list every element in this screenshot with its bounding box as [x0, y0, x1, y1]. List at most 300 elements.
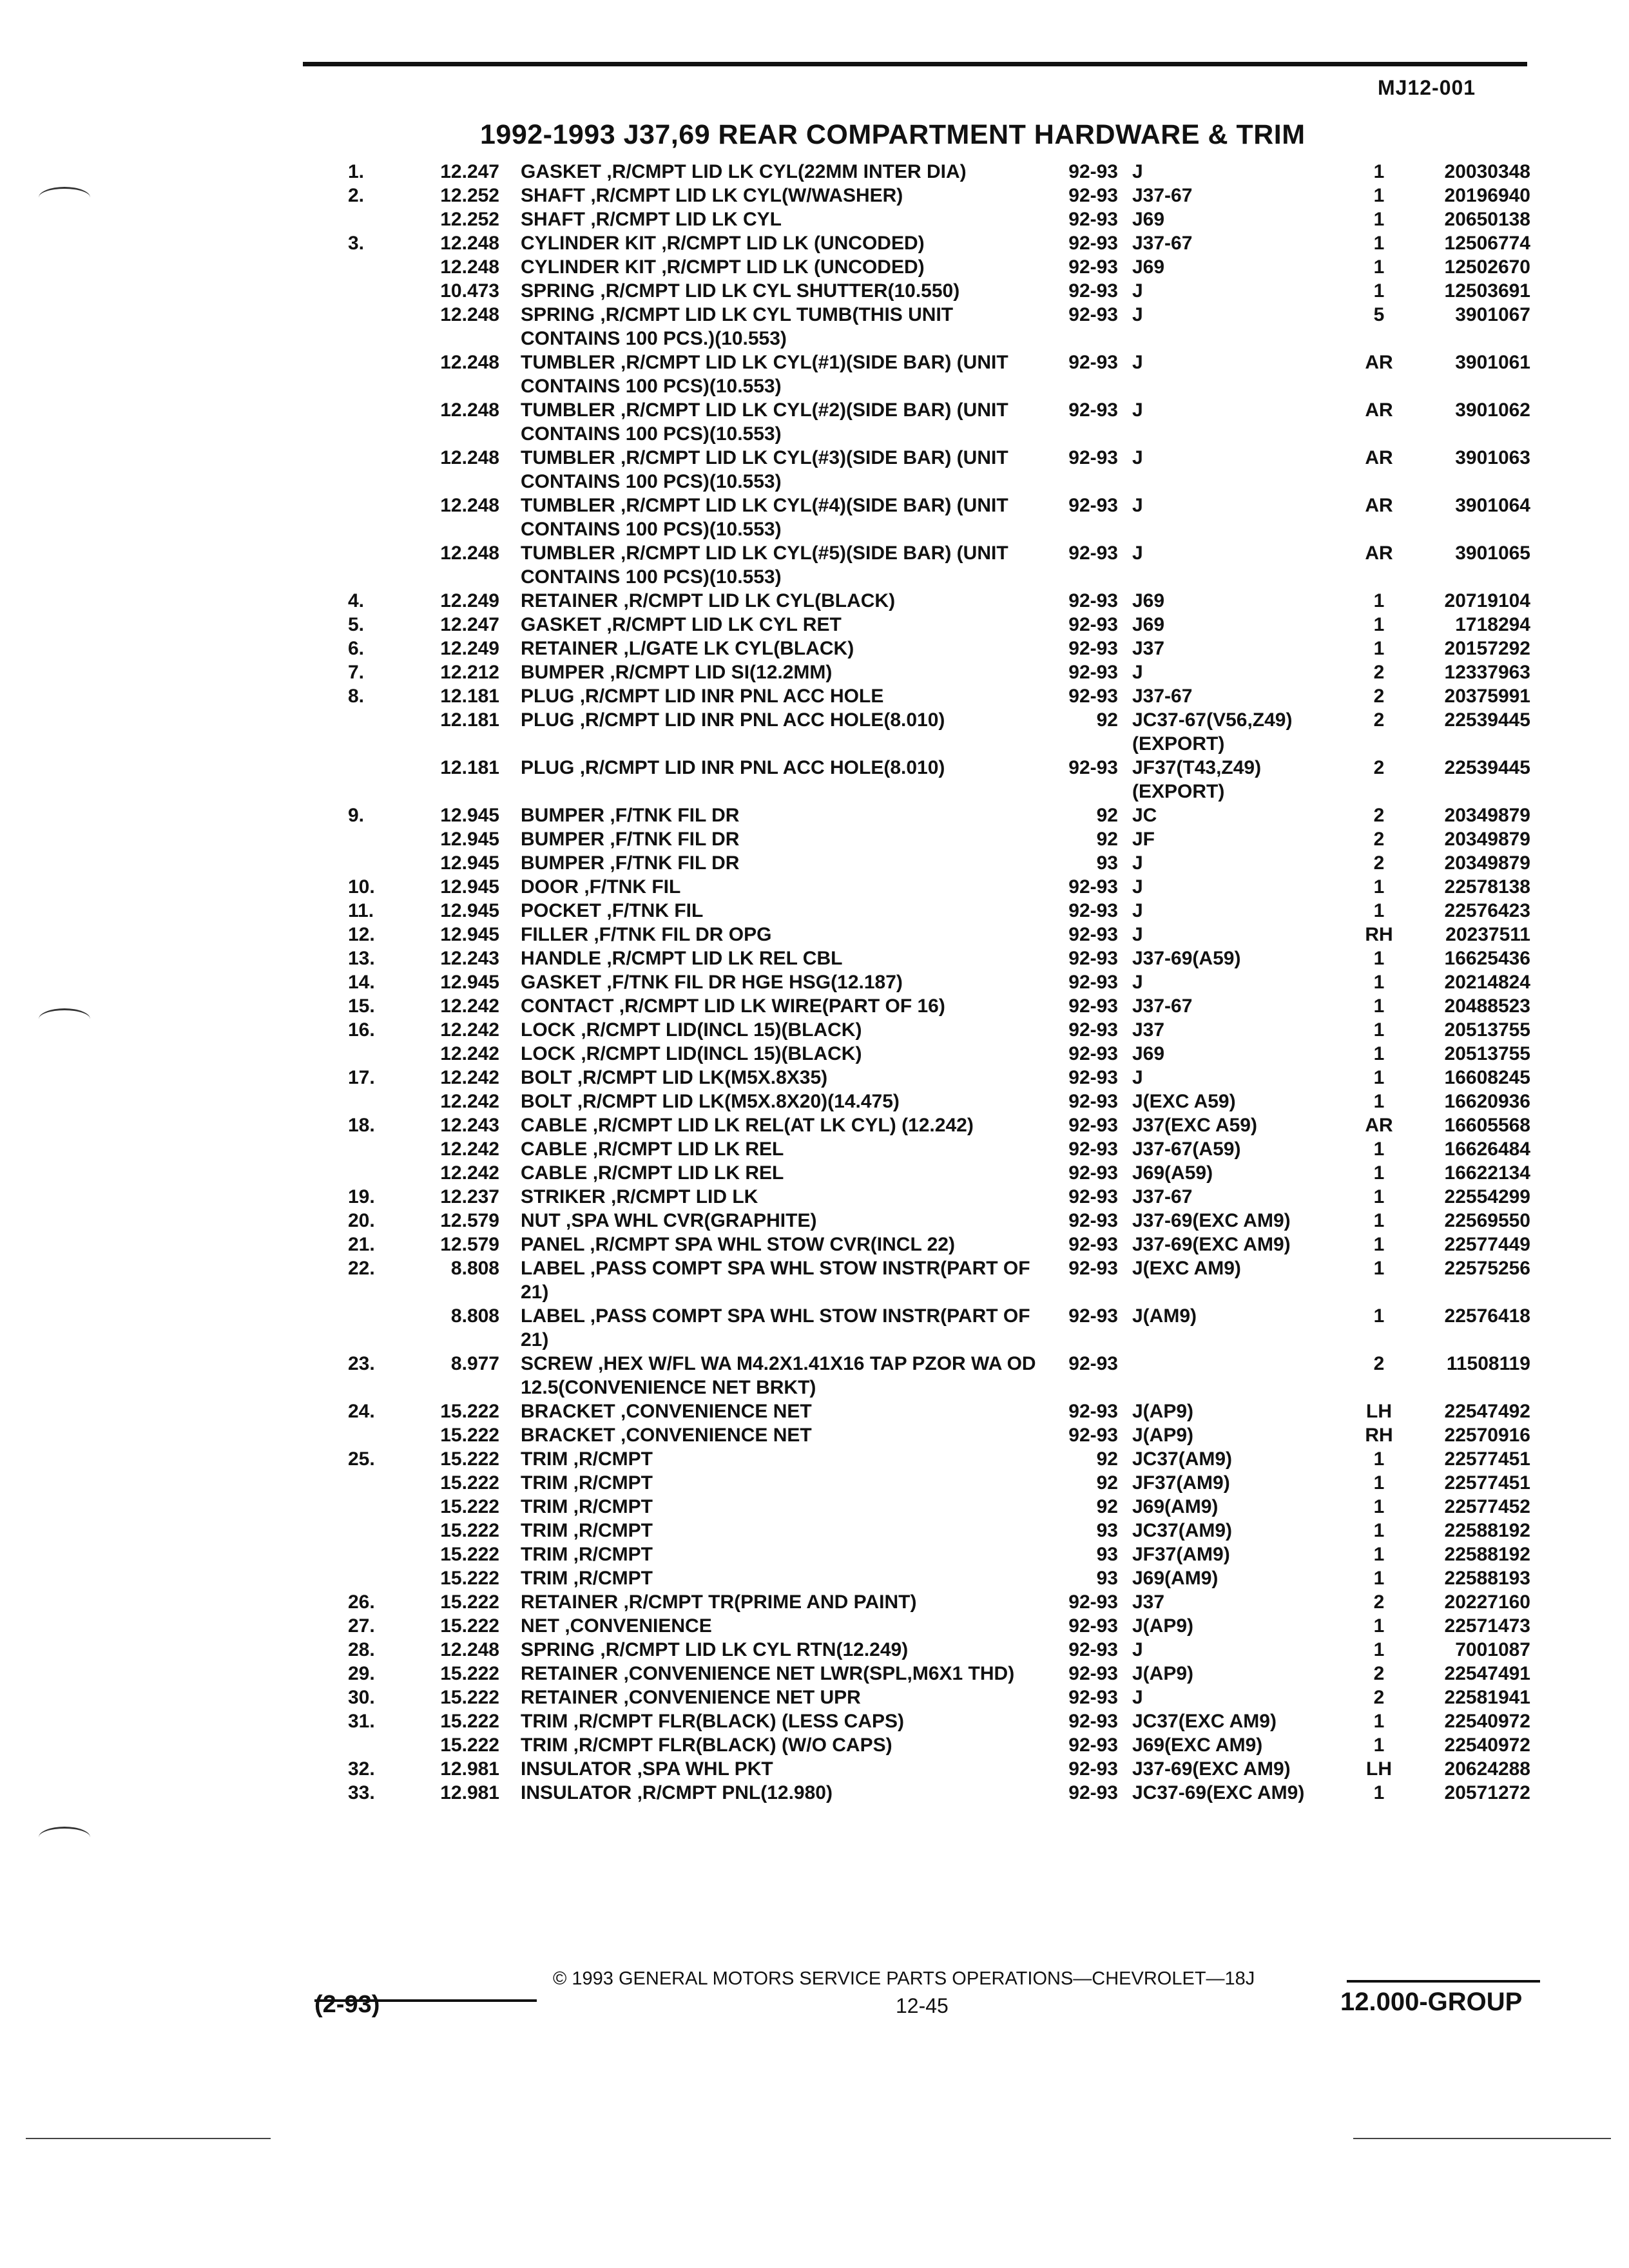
- part-name: SPRING: [521, 304, 595, 325]
- part-description: [521, 160, 1036, 184]
- model-year: 92-93: [1068, 233, 1118, 254]
- group-number: 15.222: [440, 1520, 499, 1541]
- parts-row: [0, 279, 1629, 303]
- model-code: JF37(AM9): [1132, 1472, 1230, 1494]
- parts-row: [0, 1352, 1629, 1399]
- part-description: [521, 1018, 1036, 1042]
- part-name: POCKET: [521, 900, 602, 921]
- part-name: FILLER: [521, 924, 588, 945]
- parts-row: [0, 541, 1629, 589]
- part-detail: ,R/CMPT LID LK CYL RTN(12.249): [600, 1639, 909, 1660]
- part-description: [521, 947, 1036, 970]
- part-detail: ,F/TNK FIL DR: [610, 852, 740, 874]
- part-number: 20349879: [1444, 805, 1530, 826]
- part-description: [521, 1471, 1036, 1495]
- part-name: RETAINER: [521, 1663, 619, 1684]
- quantity: AR: [1365, 495, 1393, 516]
- part-name: GASKET: [521, 614, 602, 635]
- parts-row: [0, 1233, 1629, 1256]
- model-year: 92-93: [1068, 757, 1118, 778]
- group-number: 15.222: [440, 1448, 499, 1470]
- model-code: JF: [1132, 829, 1155, 850]
- model-code: J69(EXC AM9): [1132, 1735, 1263, 1756]
- group-number: 12.242: [440, 995, 499, 1017]
- part-detail: ,R/CMPT LID LK(M5X.8X20)(14.475): [577, 1091, 900, 1112]
- model-code: J: [1132, 900, 1143, 921]
- group-number: 12.248: [440, 233, 499, 254]
- part-description: [521, 1399, 1036, 1423]
- parts-row: [0, 207, 1629, 231]
- quantity: 1: [1373, 948, 1385, 969]
- part-description: [521, 1233, 1036, 1256]
- model-year: 92-93: [1068, 900, 1118, 921]
- part-detail: ,R/CMPT LID LK CYL(W/WASHER): [590, 185, 903, 206]
- ref-number: 14.: [348, 972, 375, 993]
- part-description: [521, 541, 1036, 589]
- quantity: 1: [1373, 1210, 1385, 1231]
- model-code: J69: [1132, 590, 1165, 611]
- part-number: 16608245: [1444, 1067, 1530, 1088]
- part-name: BUMPER: [521, 829, 605, 850]
- part-number: 22540972: [1444, 1711, 1530, 1732]
- group-number: 12.981: [440, 1758, 499, 1780]
- part-name: TRIM: [521, 1472, 568, 1494]
- part-number: 20227160: [1444, 1591, 1530, 1613]
- parts-row: [0, 351, 1629, 398]
- model-year: 93: [1096, 1568, 1118, 1589]
- part-number: 22569550: [1444, 1210, 1530, 1231]
- model-year: 92-93: [1068, 399, 1118, 421]
- group-number: 12.945: [440, 852, 499, 874]
- model-code: J69: [1132, 209, 1165, 230]
- quantity: 1: [1373, 1186, 1385, 1207]
- quantity: 1: [1373, 590, 1385, 611]
- quantity: AR: [1365, 399, 1393, 421]
- model-year: 92-93: [1068, 662, 1118, 683]
- part-number: 20513755: [1444, 1019, 1530, 1041]
- parts-row: [0, 1042, 1629, 1066]
- quantity: 2: [1373, 829, 1385, 850]
- model-year: 92-93: [1068, 1615, 1118, 1637]
- part-name: PLUG: [521, 757, 575, 778]
- parts-row: [0, 1686, 1629, 1709]
- quantity: 2: [1373, 686, 1385, 707]
- group-number: 15.222: [440, 1711, 499, 1732]
- ref-number: 20.: [348, 1210, 375, 1231]
- ref-number: 7.: [348, 662, 365, 683]
- group-number: 12.248: [440, 256, 499, 278]
- part-description: [521, 398, 1036, 446]
- quantity: 2: [1373, 852, 1385, 874]
- model-code: J(EXC A59): [1132, 1091, 1236, 1112]
- quantity: 1: [1373, 614, 1385, 635]
- part-description: [521, 875, 1036, 899]
- model-code: J: [1132, 399, 1143, 421]
- model-code: J: [1132, 543, 1143, 564]
- model-year: 92-93: [1068, 1639, 1118, 1660]
- model-year: 92-93: [1068, 1139, 1118, 1160]
- part-description: [521, 494, 1036, 541]
- group-number: 12.945: [440, 972, 499, 993]
- model-year: 92-93: [1068, 948, 1118, 969]
- quantity: 1: [1373, 876, 1385, 898]
- group-number: 12.243: [440, 948, 499, 969]
- part-name: BRACKET: [521, 1425, 615, 1446]
- model-year: 92-93: [1068, 1162, 1118, 1184]
- quantity: 1: [1373, 1735, 1385, 1756]
- quantity: 1: [1373, 1639, 1385, 1660]
- part-detail: ,PASS COMPT SPA WHL STOW INSTR(PART OF 21): [521, 1258, 1030, 1303]
- quantity: 2: [1373, 662, 1385, 683]
- issue-date: (2-93): [314, 1991, 380, 2018]
- model-code: J37-69(EXC AM9): [1132, 1758, 1291, 1780]
- parts-row: [0, 684, 1629, 708]
- part-detail: ,R/CMPT LID LK CYL TUMB(THIS UNIT CONTAINS 100 PCS.)(10.553): [521, 304, 954, 349]
- parts-row: [0, 899, 1629, 923]
- part-detail: ,HEX W/FL WA M4.2X1.41X16 TAP PZOR WA OD 12.5(CONVENIENCE NET BRKT): [521, 1353, 1036, 1398]
- group-number: 15.222: [440, 1591, 499, 1613]
- quantity: 2: [1373, 1353, 1385, 1374]
- part-detail: ,R/CMPT LID LK(M5X.8X35): [577, 1067, 828, 1088]
- group-number: 15.222: [440, 1568, 499, 1589]
- parts-row: [0, 1090, 1629, 1113]
- part-number: 20237511: [1445, 924, 1530, 945]
- model-code: JC: [1132, 805, 1157, 826]
- parts-row: [0, 1304, 1629, 1352]
- part-name: LOCK: [521, 1019, 575, 1041]
- model-code: J37: [1132, 1019, 1165, 1041]
- part-number: 16626484: [1444, 1139, 1530, 1160]
- quantity: 1: [1373, 161, 1385, 182]
- quantity: 1: [1373, 972, 1385, 993]
- part-name: TRIM: [521, 1568, 568, 1589]
- model-code: J(AP9): [1132, 1615, 1194, 1637]
- group-number: 12.242: [440, 1019, 499, 1041]
- part-detail: ,R/CMPT LID LK CYL(#4)(SIDE BAR) (UNIT CONTAINS 100 PCS)(10.553): [521, 495, 1008, 540]
- part-detail: ,CONVENIENCE NET LWR(SPL,M6X1 THD): [623, 1663, 1015, 1684]
- parts-row: [0, 1638, 1629, 1662]
- model-year: 92-93: [1068, 1234, 1118, 1255]
- part-name: TUMBLER: [521, 352, 615, 373]
- ref-number: 19.: [348, 1186, 375, 1207]
- part-name: TRIM: [521, 1496, 568, 1517]
- group-number: 12.181: [440, 686, 499, 707]
- parts-row: [0, 1066, 1629, 1090]
- part-number: 22547491: [1444, 1663, 1530, 1684]
- part-detail: ,F/TNK FIL DR OPG: [593, 924, 772, 945]
- part-number: 22578138: [1444, 876, 1530, 898]
- parts-row: [0, 1423, 1629, 1447]
- group-number: 12.579: [440, 1234, 499, 1255]
- part-name: BRACKET: [521, 1401, 615, 1422]
- model-year: 92-93: [1068, 1401, 1118, 1422]
- model-code: J: [1132, 852, 1143, 874]
- parts-row: [0, 1161, 1629, 1185]
- model-code: J: [1132, 1639, 1143, 1660]
- part-name: TUMBLER: [521, 543, 615, 564]
- part-detail: ,R/CMPT: [573, 1544, 653, 1565]
- group-number: 15.222: [440, 1496, 499, 1517]
- group-number: 12.242: [440, 1091, 499, 1112]
- part-number: 22554299: [1444, 1186, 1530, 1207]
- quantity: 1: [1373, 1711, 1385, 1732]
- quantity: 1: [1373, 233, 1385, 254]
- model-year: 92-93: [1068, 1043, 1118, 1064]
- part-name: TRIM: [521, 1520, 568, 1541]
- model-year: 92: [1096, 1496, 1118, 1517]
- group-number: 15.222: [440, 1472, 499, 1494]
- model-year: 92-93: [1068, 590, 1118, 611]
- part-number: 22588192: [1444, 1520, 1530, 1541]
- parts-row: [0, 446, 1629, 494]
- group-number: 15.222: [440, 1735, 499, 1756]
- part-name: HANDLE: [521, 948, 601, 969]
- quantity: 1: [1373, 1258, 1385, 1279]
- part-description: [521, 899, 1036, 923]
- model-code: J: [1132, 280, 1143, 302]
- parts-row: [0, 589, 1629, 613]
- group-number: 12.249: [440, 638, 499, 659]
- part-detail: ,R/CMPT LID LK CYL(22MM INTER DIA): [606, 161, 967, 182]
- model-year: 92-93: [1068, 1711, 1118, 1732]
- part-detail: ,R/CMPT LID LK REL: [592, 1139, 784, 1160]
- part-detail: ,F/TNK FIL DR HGE HSG(12.187): [606, 972, 903, 993]
- model-code: JF37(T43,Z49) (EXPORT): [1132, 757, 1262, 802]
- group-number: 12.248: [440, 1639, 499, 1660]
- ref-number: 23.: [348, 1353, 375, 1374]
- ref-number: 4.: [348, 590, 365, 611]
- part-number: 3901064: [1455, 495, 1530, 516]
- model-code: J(EXC AM9): [1132, 1258, 1241, 1279]
- ref-number: 2.: [348, 185, 365, 206]
- part-number: 22540972: [1444, 1735, 1530, 1756]
- part-number: 22588192: [1444, 1544, 1530, 1565]
- part-name: PLUG: [521, 686, 575, 707]
- part-detail: ,R/CMPT LID LK CYL: [590, 209, 782, 230]
- part-name: SHAFT: [521, 209, 585, 230]
- group-number: 12.945: [440, 924, 499, 945]
- model-code: J37-67: [1132, 686, 1193, 707]
- quantity: 2: [1373, 805, 1385, 826]
- model-year: 92-93: [1068, 1758, 1118, 1780]
- part-name: GASKET: [521, 161, 602, 182]
- part-detail: ,R/CMPT LID LK CYL(#3)(SIDE BAR) (UNIT CONTAINS 100 PCS)(10.553): [521, 447, 1008, 492]
- part-name: DOOR: [521, 876, 579, 898]
- ref-number: 27.: [348, 1615, 375, 1637]
- model-code: J69(A59): [1132, 1162, 1213, 1184]
- quantity: 2: [1373, 1591, 1385, 1613]
- part-number: 22539445: [1444, 757, 1530, 778]
- part-number: 22576418: [1444, 1305, 1530, 1327]
- part-detail: ,R/CMPT LID LK: [611, 1186, 758, 1207]
- part-number: 22539445: [1444, 709, 1530, 731]
- parts-row: [0, 1137, 1629, 1161]
- part-description: [521, 1686, 1036, 1709]
- part-description: [521, 1209, 1036, 1233]
- quantity: 1: [1373, 638, 1385, 659]
- quantity: 1: [1373, 1448, 1385, 1470]
- parts-row: [0, 1542, 1629, 1566]
- model-code: J(AM9): [1132, 1305, 1197, 1327]
- part-name: PANEL: [521, 1234, 584, 1255]
- part-description: [521, 1757, 1036, 1781]
- part-name: SHAFT: [521, 185, 585, 206]
- part-description: [521, 351, 1036, 398]
- quantity: 1: [1373, 1162, 1385, 1184]
- scan-artifact-line: [26, 2138, 271, 2139]
- parts-row: [0, 660, 1629, 684]
- part-detail: ,CONVENIENCE NET: [621, 1425, 812, 1446]
- quantity: 1: [1373, 1615, 1385, 1637]
- model-year: 92-93: [1068, 1091, 1118, 1112]
- part-description: [521, 1590, 1036, 1614]
- part-number: 20719104: [1444, 590, 1530, 611]
- quantity: 2: [1373, 1687, 1385, 1708]
- part-detail: ,R/CMPT LID LK CYL(#2)(SIDE BAR) (UNIT CONTAINS 100 PCS)(10.553): [521, 399, 1008, 445]
- part-number: 20571272: [1444, 1782, 1530, 1803]
- parts-row: [0, 1018, 1629, 1042]
- quantity: 1: [1373, 1568, 1385, 1589]
- group-number: 12.243: [440, 1115, 499, 1136]
- part-number: 20624288: [1444, 1758, 1530, 1780]
- group-number: 12.248: [440, 399, 499, 421]
- part-description: [521, 660, 1036, 684]
- part-description: [521, 613, 1036, 637]
- model-year: 92-93: [1068, 995, 1118, 1017]
- part-description: [521, 851, 1036, 875]
- part-detail: ,R/CMPT LID LK CYL SHUTTER(10.550): [600, 280, 960, 302]
- part-detail: ,R/CMPT FLR(BLACK) (LESS CAPS): [573, 1711, 904, 1732]
- quantity: 1: [1373, 900, 1385, 921]
- model-year: 92: [1096, 829, 1118, 850]
- quantity: 1: [1373, 1472, 1385, 1494]
- model-code: J69: [1132, 614, 1165, 635]
- part-number: 3901061: [1455, 352, 1530, 373]
- model-code: J: [1132, 1067, 1143, 1088]
- part-description: [521, 207, 1036, 231]
- quantity: LH: [1366, 1758, 1392, 1780]
- part-detail: ,R/CMPT LID LK REL: [592, 1162, 784, 1184]
- parts-row: [0, 1399, 1629, 1423]
- group-number: 15.222: [440, 1401, 499, 1422]
- model-code: J: [1132, 924, 1143, 945]
- ref-number: 21.: [348, 1234, 375, 1255]
- quantity: 1: [1373, 280, 1385, 302]
- part-number: 22575256: [1444, 1258, 1530, 1279]
- ref-number: 32.: [348, 1758, 375, 1780]
- group-number: 12.242: [440, 1067, 499, 1088]
- parts-row: [0, 1519, 1629, 1542]
- ref-number: 11.: [348, 900, 374, 921]
- part-number: 16605568: [1444, 1115, 1530, 1136]
- part-detail: ,R/CMPT LID(INCL 15)(BLACK): [581, 1019, 862, 1041]
- group-number: 15.222: [440, 1425, 499, 1446]
- part-name: NUT: [521, 1210, 561, 1231]
- part-detail: ,R/CMPT LID LK (UNCODED): [661, 256, 925, 278]
- part-number: 16625436: [1444, 948, 1530, 969]
- quantity: 2: [1373, 757, 1385, 778]
- quantity: 1: [1373, 1520, 1385, 1541]
- part-description: [521, 1709, 1036, 1733]
- quantity: 5: [1373, 304, 1385, 325]
- part-description: [521, 1185, 1036, 1209]
- page-number: 12-45: [896, 1994, 949, 2017]
- part-name: CONTACT: [521, 995, 614, 1017]
- part-detail: ,R/CMPT: [573, 1472, 653, 1494]
- quantity: 1: [1373, 1496, 1385, 1517]
- quantity: 1: [1373, 1782, 1385, 1803]
- document-code: MJ12-001: [1378, 76, 1476, 99]
- model-year: 92: [1096, 805, 1118, 826]
- part-number: 20030348: [1444, 161, 1530, 182]
- part-detail: ,R/CMPT LID LK CYL(BLACK): [623, 590, 896, 611]
- part-number: 12503691: [1444, 280, 1530, 302]
- part-description: [521, 994, 1036, 1018]
- quantity: 2: [1373, 1663, 1385, 1684]
- part-description: [521, 446, 1036, 494]
- model-year: 92: [1096, 709, 1118, 731]
- part-number: 12502670: [1444, 256, 1530, 278]
- part-description: [521, 1352, 1036, 1399]
- part-name: RETAINER: [521, 638, 619, 659]
- group-number: 12.247: [440, 614, 499, 635]
- group-number: 12.237: [440, 1186, 499, 1207]
- part-detail: ,R/CMPT: [573, 1448, 653, 1470]
- group-number: 12.945: [440, 805, 499, 826]
- group-number: 12.945: [440, 829, 499, 850]
- part-name: CYLINDER KIT: [521, 256, 656, 278]
- model-year: 92-93: [1068, 1782, 1118, 1803]
- part-name: RETAINER: [521, 1687, 619, 1708]
- parts-row: [0, 160, 1629, 184]
- part-name: TRIM: [521, 1735, 568, 1756]
- group-number: 10.473: [440, 280, 499, 302]
- parts-row: [0, 255, 1629, 279]
- part-detail: ,F/TNK FIL DR: [610, 805, 740, 826]
- model-code: J37-69(EXC AM9): [1132, 1210, 1291, 1231]
- part-number: 16622134: [1444, 1162, 1530, 1184]
- ref-number: 24.: [348, 1401, 375, 1422]
- part-detail: ,R/CMPT PNL(12.980): [637, 1782, 833, 1803]
- ref-number: 33.: [348, 1782, 375, 1803]
- part-description: [521, 1042, 1036, 1066]
- part-name: TUMBLER: [521, 399, 615, 421]
- part-number: 16620936: [1444, 1091, 1530, 1112]
- ref-number: 16.: [348, 1019, 375, 1041]
- parts-row: [0, 970, 1629, 994]
- quantity: 1: [1373, 1544, 1385, 1565]
- model-code: JC37-69(EXC AM9): [1132, 1782, 1305, 1803]
- part-name: SPRING: [521, 280, 595, 302]
- part-description: [521, 1542, 1036, 1566]
- model-code: J37-67: [1132, 995, 1193, 1017]
- model-year: 92-93: [1068, 1687, 1118, 1708]
- part-number: 20650138: [1444, 209, 1530, 230]
- model-code: J69: [1132, 1043, 1165, 1064]
- model-code: J: [1132, 161, 1143, 182]
- part-name: RETAINER: [521, 590, 619, 611]
- part-number: 3901063: [1455, 447, 1530, 468]
- part-detail: ,F/TNK FIL: [584, 876, 681, 898]
- part-detail: ,SPA WHL PKT: [637, 1758, 773, 1780]
- part-description: [521, 923, 1036, 947]
- ref-number: 15.: [348, 995, 375, 1017]
- model-year: 92-93: [1068, 304, 1118, 325]
- part-detail: ,R/CMPT LID LK WIRE(PART OF 16): [619, 995, 945, 1017]
- page-title: 1992-1993 J37,69 REAR COMPARTMENT HARDWARE & TRIM: [480, 119, 1306, 150]
- quantity: LH: [1366, 1401, 1392, 1422]
- model-year: 92-93: [1068, 352, 1118, 373]
